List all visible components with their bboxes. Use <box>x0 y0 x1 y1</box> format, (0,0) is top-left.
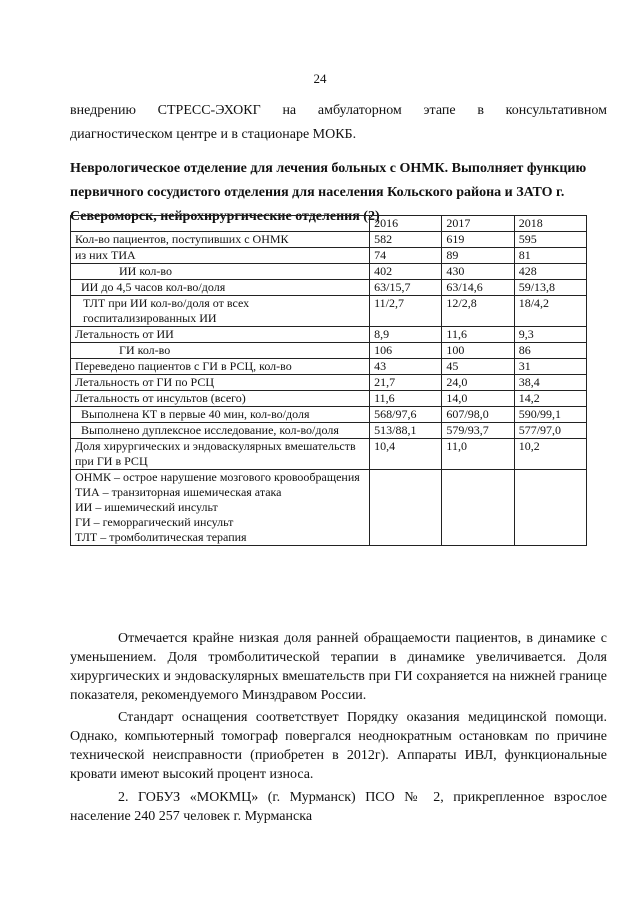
table-corner-cell <box>71 216 370 232</box>
table-cell: 595 <box>514 232 586 248</box>
table-cell: 18/4,2 <box>514 296 586 327</box>
table-row <box>71 280 587 296</box>
table-cell: 428 <box>514 264 586 280</box>
table-cell: 513/88,1 <box>370 423 442 439</box>
table-cell: 21,7 <box>370 375 442 391</box>
table-row <box>71 327 587 343</box>
table-cell: 590/99,1 <box>514 407 586 423</box>
table-cell: 607/98,0 <box>442 407 514 423</box>
table-cell: 63/15,7 <box>370 280 442 296</box>
table-cell: 63/14,6 <box>442 280 514 296</box>
table-cell: 106 <box>370 343 442 359</box>
legend-item: ТИА – транзиторная ишемическая атака <box>75 485 282 499</box>
table-cell: 10,2 <box>514 439 586 470</box>
intro-word: амбулаторном <box>317 103 402 118</box>
table-row <box>71 407 587 423</box>
empty-cell <box>514 470 586 546</box>
table-row <box>71 248 587 264</box>
table-cell: 59/13,8 <box>514 280 586 296</box>
empty-cell <box>370 470 442 546</box>
legend-item: ГИ – геморрагический инсульт <box>75 515 234 529</box>
row-label: Доля хирургических и эндоваскулярных вмешательств при ГИ в РСЦ <box>71 439 370 470</box>
row-label: ИИ кол-во <box>71 264 370 280</box>
paragraph-text: Отмечается крайне низкая доля ранней обращаемости пациентов, в динамике с уменьшением. Доля тромболитической терапии в динамике увеличивается. <box>70 631 607 665</box>
intro-word: консультативном <box>505 103 607 118</box>
table-cell: 11,6 <box>370 391 442 407</box>
year-header: 2016 <box>370 216 442 232</box>
row-label: Летальность от ИИ <box>71 327 370 343</box>
paragraph-equipment: Стандарт оснащения соответствует Порядку оказания медицинской помощи. Однако, компьютерный томограф повергался неоднократным остановкам по причине технической неисправности (приобретен в 2012г). Аппараты ИВЛ, функциональные кровати имеют высокий процент износа. <box>70 710 607 782</box>
table-cell: 579/93,7 <box>442 423 514 439</box>
table-cell: 402 <box>370 264 442 280</box>
row-label: Переведено пациентов с ГИ в РСЦ, кол-во <box>71 359 370 375</box>
body-text <box>70 629 607 829</box>
table-cell: 11,0 <box>442 439 514 470</box>
legend-item: ТЛТ – тромболитическая терапия <box>75 530 247 544</box>
table-row <box>71 343 587 359</box>
table-header-row <box>71 216 587 232</box>
row-label: ТЛТ при ИИ кол-во/доля от всех госпитализированных ИИ <box>71 296 370 327</box>
intro-line-1 <box>70 99 607 123</box>
intro-word: СТРЕСС-ЭХОКГ <box>157 103 261 118</box>
table-cell: 100 <box>442 343 514 359</box>
table-cell: 11,6 <box>442 327 514 343</box>
table-row <box>71 423 587 439</box>
table-row <box>71 391 587 407</box>
table-cell: 74 <box>370 248 442 264</box>
intro-word: этапе <box>423 103 456 118</box>
intro-word: внедрению <box>70 103 136 118</box>
table-cell: 43 <box>370 359 442 375</box>
row-label: Летальность от ГИ по РСЦ <box>71 375 370 391</box>
table-cell: 568/97,6 <box>370 407 442 423</box>
legend-item: ИИ – ишемический инсульт <box>75 500 218 514</box>
intro-line-2: диагностическом центре и в стационаре МОКБ. <box>70 127 357 142</box>
table-row <box>71 359 587 375</box>
table-cell: 577/97,0 <box>514 423 586 439</box>
table-row <box>71 264 587 280</box>
table-cell: 8,9 <box>370 327 442 343</box>
table-row <box>71 439 587 470</box>
page-number: 24 <box>313 71 327 86</box>
row-label: ГИ кол-во <box>71 343 370 359</box>
row-label: Выполнено дуплексное исследование, кол-во/доля <box>71 423 370 439</box>
table-cell: 11/2,7 <box>370 296 442 327</box>
row-label: Выполнена КТ в первые 40 мин, кол-во/доля <box>71 407 370 423</box>
legend-item: ОНМК – острое нарушение мозгового кровообращения <box>75 470 360 484</box>
table-cell: 86 <box>514 343 586 359</box>
table-cell: 81 <box>514 248 586 264</box>
section-heading: Неврологическое отделение для лечения больных с ОНМК. Выполняет функцию первичного сосудистого отделения для населения Кольского района и ЗАТО г. Североморск, нейрохирургические отделения (2) <box>70 161 587 224</box>
row-label: ИИ до 4,5 часов кол-во/доля <box>71 280 370 296</box>
table-cell: 619 <box>442 232 514 248</box>
empty-cell <box>442 470 514 546</box>
paragraph-observation <box>70 629 607 705</box>
table-cell: 10,4 <box>370 439 442 470</box>
paragraph-text: Доля хирургических и эндоваскулярных вмешательств при ГИ сохраняется на нижней границе показателя, рекомендуемого Минздравом России. <box>70 650 607 703</box>
row-label: Летальность от инсультов (всего) <box>71 391 370 407</box>
table-cell: 24,0 <box>442 375 514 391</box>
paragraph-pso2: 2. ГОБУЗ «МОКМЦ» (г. Мурманск) ПСО № 2, прикрепленное взрослое население 240 257 человек г. Мурманска <box>70 790 607 824</box>
intro-word: на <box>282 103 297 118</box>
year-header: 2018 <box>514 216 586 232</box>
abbreviation-legend <box>71 470 370 546</box>
row-label: из них ТИА <box>71 248 370 264</box>
table-cell: 9,3 <box>514 327 586 343</box>
table-cell: 45 <box>442 359 514 375</box>
table-cell: 430 <box>442 264 514 280</box>
table-cell: 89 <box>442 248 514 264</box>
table-row <box>71 375 587 391</box>
table-cell: 14,2 <box>514 391 586 407</box>
table-cell: 582 <box>370 232 442 248</box>
statistics-table <box>70 215 587 546</box>
legend-row <box>71 470 587 546</box>
year-header: 2017 <box>442 216 514 232</box>
table-cell: 31 <box>514 359 586 375</box>
row-label: Кол-во пациентов, поступивших с ОНМК <box>71 232 370 248</box>
table-cell: 38,4 <box>514 375 586 391</box>
table-row <box>71 296 587 327</box>
table-cell: 14,0 <box>442 391 514 407</box>
intro-paragraph <box>70 99 607 147</box>
table-cell: 12/2,8 <box>442 296 514 327</box>
table-row <box>71 232 587 248</box>
intro-word: в <box>477 103 484 118</box>
